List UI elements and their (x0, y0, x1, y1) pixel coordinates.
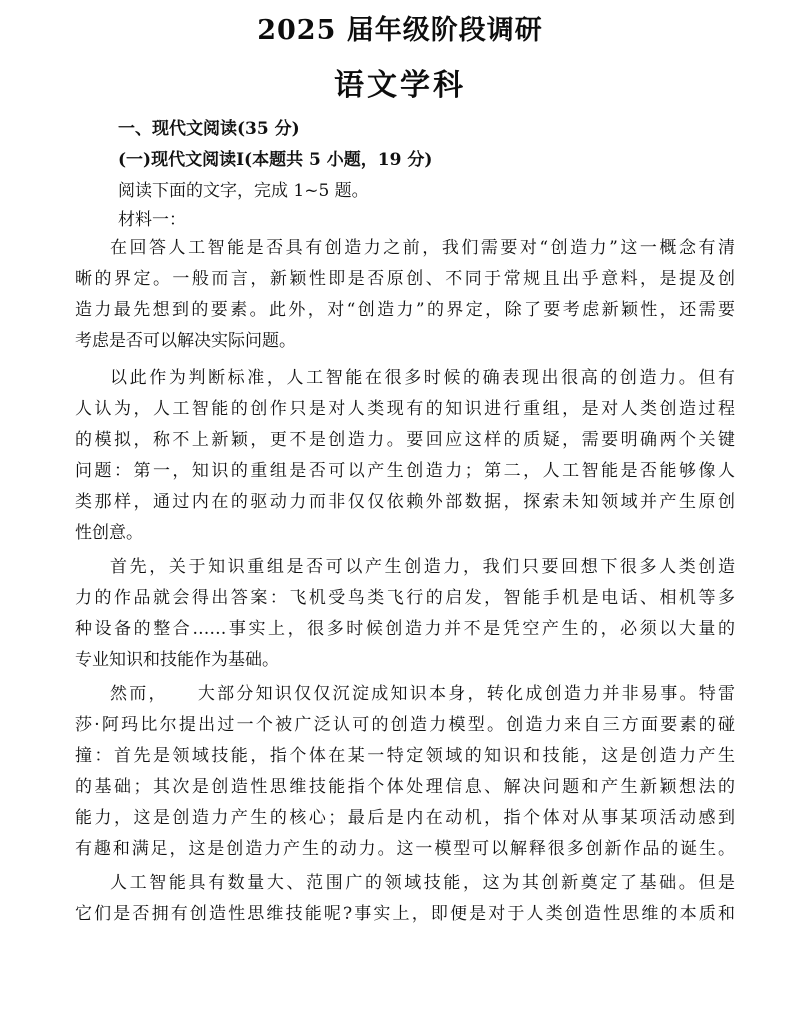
paragraph-line: 晰的界定。一般而言，新颖性即是否原创、不同于常规且出乎意料，是提及创 (75, 269, 735, 289)
paragraph-line: 力的作品就会得出答案：飞机受鸟类飞行的启发，智能手机是电话、相机等多 (75, 588, 735, 608)
paragraph-line: 以此作为判断标准，人工智能在很多时候的确表现出很高的创造力。但有 (110, 368, 735, 388)
paragraph-line: 人工智能具有数量大、范围广的领域技能，这为其创新奠定了基础。但是 (110, 873, 735, 893)
paragraph-line: 有趣和满足，这是创造力产生的动力。这一模型可以解释很多创新作品的诞生。 (75, 839, 735, 859)
instruction-text: 阅读下面的文字，完成 1~5 题。 (118, 181, 369, 201)
paragraph-line: 撞：首先是领域技能，指个体在某一特定领域的知识和技能，这是创造力产生 (75, 746, 735, 766)
paragraph-line: 考虑是否可以解决实际问题。 (75, 331, 296, 351)
paragraph-line: 能力，这是创造力产生的核心；最后是内在动机，指个体对从事某项活动感到 (75, 808, 735, 828)
paragraph-line: 问题：第一，知识的重组是否可以产生创造力；第二，人工智能是否能够像人 (75, 461, 735, 481)
paragraph-line: 人认为，人工智能的创作只是对人类现有的知识进行重组，是对人类创造过程 (75, 399, 735, 419)
document-title: 2025 届年级阶段调研 (257, 15, 543, 46)
paragraph-line: 专业知识和技能作为基础。 (75, 650, 279, 670)
paragraph-line: 它们是否拥有创造性思维技能呢?事实上，即便是对于人类创造性思维的本质和 (75, 904, 735, 924)
paragraph-line: 的模拟，称不上新颖，更不是创造力。要回应这样的质疑，需要明确两个关键 (75, 430, 735, 450)
material-label: 材料一： (118, 210, 186, 230)
paragraph-line: 造力最先想到的要素。此外，对“创造力”的界定，除了要考虑新颖性，还需要 (75, 300, 735, 320)
document-subtitle: 语文学科 (334, 68, 466, 103)
paragraph-line: 在回答人工智能是否具有创造力之前，我们需要对“创造力”这一概念有清 (110, 238, 735, 258)
paragraph-line: 莎·阿玛比尔提出过一个被广泛认可的创造力模型。创造力来自三方面要素的碰 (75, 715, 735, 735)
paragraph-line: 首先，关于知识重组是否可以产生创造力，我们只要回想下很多人类创造 (110, 557, 735, 577)
paragraph-line: 性创意。 (75, 523, 143, 543)
paragraph-line: 种设备的整合……事实上，很多时候创造力并不是凭空产生的，必须以大量的 (75, 619, 735, 639)
paragraph-line: 的基础；其次是创造性思维技能指个体处理信息、解决问题和产生新颖想法的 (75, 777, 735, 797)
section-heading: 一、现代文阅读(35 分) (118, 119, 300, 139)
paragraph-line: 然而， 大部分知识仅仅沉淀成知识本身，转化成创造力并非易事。特雷 (110, 684, 735, 704)
subsection-heading: (一)现代文阅读I(本题共 5 小题，19 分) (118, 150, 433, 170)
paragraph-line: 类那样，通过内在的驱动力而非仅仅依赖外部数据，探索未知领域并产生原创 (75, 492, 735, 512)
